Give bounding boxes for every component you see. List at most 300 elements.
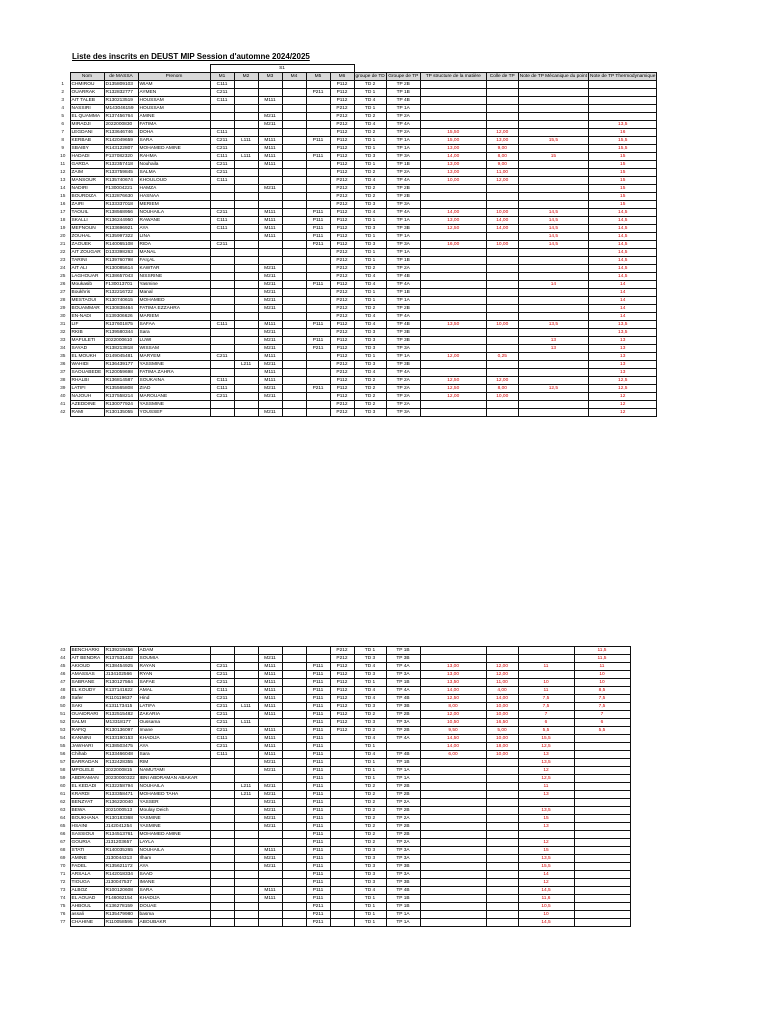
row-number: 4 <box>61 106 65 111</box>
table-cell <box>282 807 306 815</box>
table-cell: 14,5 <box>518 919 574 927</box>
table-cell <box>234 751 258 759</box>
table-cell: 13,00 <box>420 145 486 153</box>
table-cell: P212 <box>330 273 354 281</box>
table-cell <box>210 257 234 265</box>
table-cell: KAWTAR <box>138 265 210 273</box>
table-cell: R133190153 <box>104 735 138 743</box>
table-cell <box>282 671 306 679</box>
row-number: 30 <box>60 314 66 319</box>
table-cell: Chihab <box>70 751 104 759</box>
table-cell <box>486 345 518 353</box>
table-cell <box>282 703 306 711</box>
row-number: 56 <box>60 752 66 757</box>
table-cell: 7 <box>574 711 630 719</box>
table-cell: SAKI <box>70 703 104 711</box>
table-cell <box>574 919 630 927</box>
table-cell <box>306 113 330 121</box>
table-cell: TP 4B <box>386 887 420 895</box>
table-cell: 12 <box>589 409 657 417</box>
table-cell <box>330 783 354 791</box>
column-header: groupe de TD <box>355 74 385 79</box>
table-row <box>56 97 657 105</box>
table-cell: C111 <box>210 81 234 89</box>
table-cell: TD 4 <box>354 273 386 281</box>
table-row <box>56 337 657 345</box>
table-cell <box>282 759 306 767</box>
table-cell: EL KOUDY <box>70 687 104 695</box>
table-cell: P111 <box>306 217 330 225</box>
table-cell: TP 3A <box>386 201 420 209</box>
table-cell: L211 <box>234 783 258 791</box>
table-row <box>56 289 657 297</box>
table-cell: TD 4 <box>354 281 386 289</box>
table-cell <box>420 361 486 369</box>
table-cell: 8,00 <box>420 703 486 711</box>
table-row <box>56 663 630 671</box>
row-number: 40 <box>60 394 66 399</box>
table-cell <box>234 121 258 129</box>
table-cell: P111 <box>306 823 330 831</box>
table-cell <box>258 241 282 249</box>
table-cell: TD 3 <box>354 863 386 871</box>
table-cell: TP 2A <box>386 839 420 847</box>
table-cell: Moulay Deich <box>138 807 210 815</box>
table-cell: 13 <box>589 353 657 361</box>
table-cell: TP 4A <box>386 369 420 377</box>
table-cell: C211 <box>210 711 234 719</box>
table-cell <box>518 201 588 209</box>
row-number: 64 <box>60 816 66 821</box>
table-cell: P111 <box>306 727 330 735</box>
table-cell: P111 <box>306 209 330 217</box>
table-cell: TD 3 <box>354 855 386 863</box>
row-number: 46 <box>60 672 66 677</box>
table-cell: P112 <box>330 137 354 145</box>
table-cell: 14,5 <box>518 241 588 249</box>
row-number-header <box>56 73 70 81</box>
row-number: 66 <box>60 832 66 837</box>
table-cell: TD 1 <box>354 257 386 265</box>
table-cell <box>486 799 518 807</box>
row-number: 57 <box>60 760 66 765</box>
table-cell <box>306 193 330 201</box>
table-cell: P111 <box>306 225 330 233</box>
table-cell <box>282 321 306 329</box>
table-cell: 13,50 <box>420 321 486 329</box>
table-cell <box>330 831 354 839</box>
column-header: M3 <box>258 73 282 81</box>
row-number: 29 <box>60 306 66 311</box>
table-cell: 15,5 <box>518 863 574 871</box>
row-number: 50 <box>60 704 66 709</box>
table-cell: P211 <box>306 89 330 97</box>
table-cell <box>210 305 234 313</box>
table-cell: TD 2 <box>354 839 386 847</box>
column-header: de MASSA <box>104 73 138 81</box>
table-cell: P212 <box>330 121 354 129</box>
table-cell <box>486 113 518 121</box>
table-cell: 13,00 <box>420 671 486 679</box>
row-number: 19 <box>60 226 66 231</box>
table-cell: 11 <box>518 687 574 695</box>
table-cell <box>210 265 234 273</box>
table-cell <box>210 799 234 807</box>
table-cell: TP 1A <box>386 353 420 361</box>
table-row <box>56 377 657 385</box>
table-cell <box>574 751 630 759</box>
table-cell: TD 3 <box>354 409 386 417</box>
table-cell <box>282 121 306 129</box>
table-cell: P112 <box>330 679 354 687</box>
table-cell: P111 <box>306 695 330 703</box>
table-cell: TP 4B <box>386 273 420 281</box>
table-cell <box>234 911 258 919</box>
table-cell <box>234 233 258 241</box>
table-cell <box>258 719 282 727</box>
table-cell: M211 <box>258 305 282 313</box>
column-header: M1 <box>210 73 234 81</box>
table-cell <box>420 305 486 313</box>
table-cell: R136814587 <box>104 377 138 385</box>
table-row <box>56 137 657 145</box>
table-cell <box>210 775 234 783</box>
table-cell <box>210 401 234 409</box>
table-cell: M211 <box>258 393 282 401</box>
column-header: Prenom <box>138 73 210 81</box>
table-cell: R120059698 <box>104 369 138 377</box>
table-cell <box>234 879 258 887</box>
table-cell: R132515482 <box>104 711 138 719</box>
table-cell: R139219456 <box>104 647 138 655</box>
table-cell: P111 <box>306 281 330 289</box>
row-number: 55 <box>60 744 66 749</box>
table-cell <box>258 401 282 409</box>
table-cell: 7,5 <box>518 703 574 711</box>
table-row <box>56 903 630 911</box>
table-cell: 6 <box>574 719 630 727</box>
table-cell: 14,5 <box>589 241 657 249</box>
table-cell: R132876630 <box>104 193 138 201</box>
table-cell: TP 1B <box>386 895 420 903</box>
table-cell <box>282 751 306 759</box>
table-cell <box>210 369 234 377</box>
table-cell: P212 <box>330 655 354 663</box>
table-cell: C111 <box>210 153 234 161</box>
table-cell: 10 <box>574 671 630 679</box>
table-cell: M211 <box>258 273 282 281</box>
table-cell: TD 1 <box>354 289 386 297</box>
row-number: 62 <box>60 800 66 805</box>
table-cell: TP 4A <box>386 663 420 671</box>
table-cell: C211 <box>210 727 234 735</box>
table-row <box>56 169 657 177</box>
table-row <box>56 719 630 727</box>
row-number: 33 <box>60 338 66 343</box>
table-cell: LATIFI <box>70 385 104 393</box>
table-cell: NOUHAILA <box>138 847 210 855</box>
row-number: 36 <box>60 362 66 367</box>
table-cell <box>574 759 630 767</box>
table-cell <box>306 329 330 337</box>
table-cell: BOUKHANA <box>70 815 104 823</box>
table-cell <box>234 679 258 687</box>
table-cell: P111 <box>306 767 330 775</box>
table-cell: TD 4 <box>354 369 386 377</box>
column-header: TP structure de la matière <box>420 73 486 81</box>
table-cell <box>234 145 258 153</box>
table-cell: TP 1B <box>386 679 420 687</box>
table-cell: RYAN <box>138 671 210 679</box>
table-cell <box>234 281 258 289</box>
table-cell: AMINE <box>138 113 210 121</box>
table-cell: SAYAD <box>70 345 104 353</box>
table-cell: 11 <box>574 663 630 671</box>
table-cell <box>518 289 588 297</box>
table-cell: TD 4 <box>354 313 386 321</box>
table-cell: P111 <box>306 703 330 711</box>
table-cell: 11,00 <box>486 169 518 177</box>
table-cell: 15,5 <box>589 137 657 145</box>
table-cell <box>330 839 354 847</box>
table-cell: YASSER <box>138 799 210 807</box>
table-cell <box>210 121 234 129</box>
table-cell <box>258 105 282 113</box>
table-cell: P112 <box>330 161 354 169</box>
table-cell: AIT ALI <box>70 265 104 273</box>
table-cell: Sara <box>138 751 210 759</box>
table-cell: 13,00 <box>420 663 486 671</box>
table-cell <box>234 329 258 337</box>
table-cell <box>282 209 306 217</box>
table-cell <box>258 647 282 655</box>
table-cell: KHOULOUD <box>138 177 210 185</box>
table-cell: 12,50 <box>420 695 486 703</box>
table-cell: TD 2 <box>354 81 386 89</box>
table-cell: TP 2A <box>386 129 420 137</box>
table-cell: P111 <box>306 815 330 823</box>
table-cell <box>518 177 588 185</box>
table-cell: RKIB <box>70 329 104 337</box>
table-cell: TP 1A <box>386 217 420 225</box>
table-cell <box>210 313 234 321</box>
table-cell <box>486 297 518 305</box>
table-cell: basma <box>138 911 210 919</box>
table-row <box>56 911 630 919</box>
table-cell: RAHMA <box>138 153 210 161</box>
table-cell: TP 1A <box>386 775 420 783</box>
table-row <box>56 145 657 153</box>
table-cell: P112 <box>330 89 354 97</box>
table-cell: CHMIROU <box>70 81 104 89</box>
table-cell <box>486 863 518 871</box>
table-cell: P111 <box>306 687 330 695</box>
table-cell: TD 1 <box>354 249 386 257</box>
table-cell: TD 1 <box>354 353 386 361</box>
table-cell: MOHAMED AMINE <box>138 831 210 839</box>
table-cell: MEFNOUN <box>70 225 104 233</box>
table-cell: EL AOUAD <box>70 895 104 903</box>
table-cell <box>234 847 258 855</box>
table-cell <box>234 81 258 89</box>
table-cell: Oussama <box>138 719 210 727</box>
table-cell <box>282 647 306 655</box>
table-cell: TD 4 <box>354 121 386 129</box>
table-cell: HADADI <box>70 153 104 161</box>
table-cell <box>282 201 306 209</box>
table-cell: TP 3A <box>386 153 420 161</box>
table-cell: L111 <box>234 137 258 145</box>
table-cell: SKALLI <box>70 217 104 225</box>
table-cell: 12 <box>518 767 574 775</box>
table-cell: P111 <box>306 735 330 743</box>
table-row <box>56 815 630 823</box>
column-header: Colle de TP <box>486 73 518 81</box>
table-cell: BARRADAN <box>70 759 104 767</box>
table-cell: TD 3 <box>354 879 386 887</box>
table-cell: 15 <box>518 815 574 823</box>
table-cell <box>282 679 306 687</box>
table-cell: P112 <box>330 385 354 393</box>
row-number: 32 <box>60 330 66 335</box>
table-cell: NISSRINE <box>138 273 210 281</box>
table-cell: AYMEN <box>138 89 210 97</box>
table-cell <box>518 401 588 409</box>
table-cell: TP 1A <box>386 767 420 775</box>
row-number: 35 <box>60 354 66 359</box>
table-cell: R135997322 <box>104 233 138 241</box>
table-cell <box>574 847 630 855</box>
table-cell <box>420 97 486 105</box>
table-cell: 14 <box>589 313 657 321</box>
row-number: 73 <box>60 888 66 893</box>
table-cell: 15,00 <box>420 137 486 145</box>
table-cell: P211 <box>306 385 330 393</box>
table-cell: F146062154 <box>104 895 138 903</box>
table-cell: WIAM <box>138 81 210 89</box>
table-cell: C211 <box>210 241 234 249</box>
table-cell <box>210 113 234 121</box>
table-row <box>56 831 630 839</box>
table-cell: 11,5 <box>574 647 630 655</box>
table-cell <box>282 687 306 695</box>
table-cell: L111 <box>234 153 258 161</box>
table-cell: P111 <box>306 711 330 719</box>
table-cell <box>486 401 518 409</box>
table-cell: TD 1 <box>354 759 386 767</box>
table-cell <box>258 177 282 185</box>
table-cell <box>282 871 306 879</box>
table-cell: LEGDANI <box>70 129 104 137</box>
table-cell: R135621172 <box>104 863 138 871</box>
table-cell: TP 1B <box>386 903 420 911</box>
table-cell <box>330 767 354 775</box>
table-row <box>56 687 630 695</box>
table-cell <box>306 185 330 193</box>
table-cell <box>234 257 258 265</box>
table-cell: 7,5 <box>518 695 574 703</box>
table-cell: 12,50 <box>420 385 486 393</box>
table-cell: R138503475 <box>104 743 138 751</box>
table-cell: TD 1 <box>354 145 386 153</box>
table-cell <box>306 305 330 313</box>
table-cell <box>518 193 588 201</box>
table-cell: 5,00 <box>486 727 518 735</box>
table-cell: L211 <box>234 791 258 799</box>
table-cell: P111 <box>306 671 330 679</box>
row-number: 68 <box>60 848 66 853</box>
table-cell: TD 1 <box>354 895 386 903</box>
table-cell: P137082320 <box>104 153 138 161</box>
table-cell: TP 2B <box>386 711 420 719</box>
table-cell: KRARDI <box>70 791 104 799</box>
table-cell: M111 <box>258 679 282 687</box>
table-cell: R133696921 <box>104 225 138 233</box>
table-cell: SALMA <box>138 169 210 177</box>
table-cell: R110119637 <box>104 695 138 703</box>
table-cell: P212 <box>330 409 354 417</box>
table-cell: TD 4 <box>354 321 386 329</box>
table-cell <box>282 695 306 703</box>
row-number: 51 <box>60 712 66 717</box>
table-cell <box>234 759 258 767</box>
table-cell <box>234 177 258 185</box>
table-cell: ADAM <box>138 647 210 655</box>
table-cell <box>518 105 588 113</box>
row-number: 28 <box>60 298 66 303</box>
table-cell: 12,5 <box>589 377 657 385</box>
table-cell <box>518 121 588 129</box>
table-row <box>56 751 630 759</box>
table-cell <box>234 663 258 671</box>
table-cell <box>282 879 306 887</box>
table-cell: P112 <box>330 719 354 727</box>
table-cell: P211 <box>306 241 330 249</box>
table-cell <box>420 815 486 823</box>
table-cell: 2022000830 <box>104 121 138 129</box>
table-cell: P111 <box>306 751 330 759</box>
table-cell: P111 <box>306 679 330 687</box>
table-row <box>56 775 630 783</box>
table-cell: TP 4A <box>386 281 420 289</box>
table-cell <box>234 353 258 361</box>
table-cell: TD 4 <box>354 97 386 105</box>
table-cell: J134102566 <box>104 671 138 679</box>
table-cell: ABOUBAKR <box>138 919 210 927</box>
table-cell: P111 <box>306 137 330 145</box>
table-cell: M211 <box>258 121 282 129</box>
table-cell: LATIFA <box>138 703 210 711</box>
table-cell: 13,5 <box>518 759 574 767</box>
table-cell <box>234 89 258 97</box>
table-cell: 14,5 <box>589 225 657 233</box>
table-row <box>56 217 657 225</box>
row-number: 71 <box>60 872 66 877</box>
table-cell <box>234 225 258 233</box>
row-number: 21 <box>60 242 66 247</box>
table-cell <box>420 257 486 265</box>
table-cell: WISSAM <box>138 345 210 353</box>
table-cell <box>234 273 258 281</box>
table-cell: 16,50 <box>486 719 518 727</box>
table-cell: Ilham <box>138 855 210 863</box>
table-cell: 10,00 <box>486 711 518 719</box>
table-cell: 12,00 <box>486 377 518 385</box>
table-cell <box>234 297 258 305</box>
table-cell <box>258 81 282 89</box>
table-cell: 15 <box>518 847 574 855</box>
table-cell <box>574 743 630 751</box>
